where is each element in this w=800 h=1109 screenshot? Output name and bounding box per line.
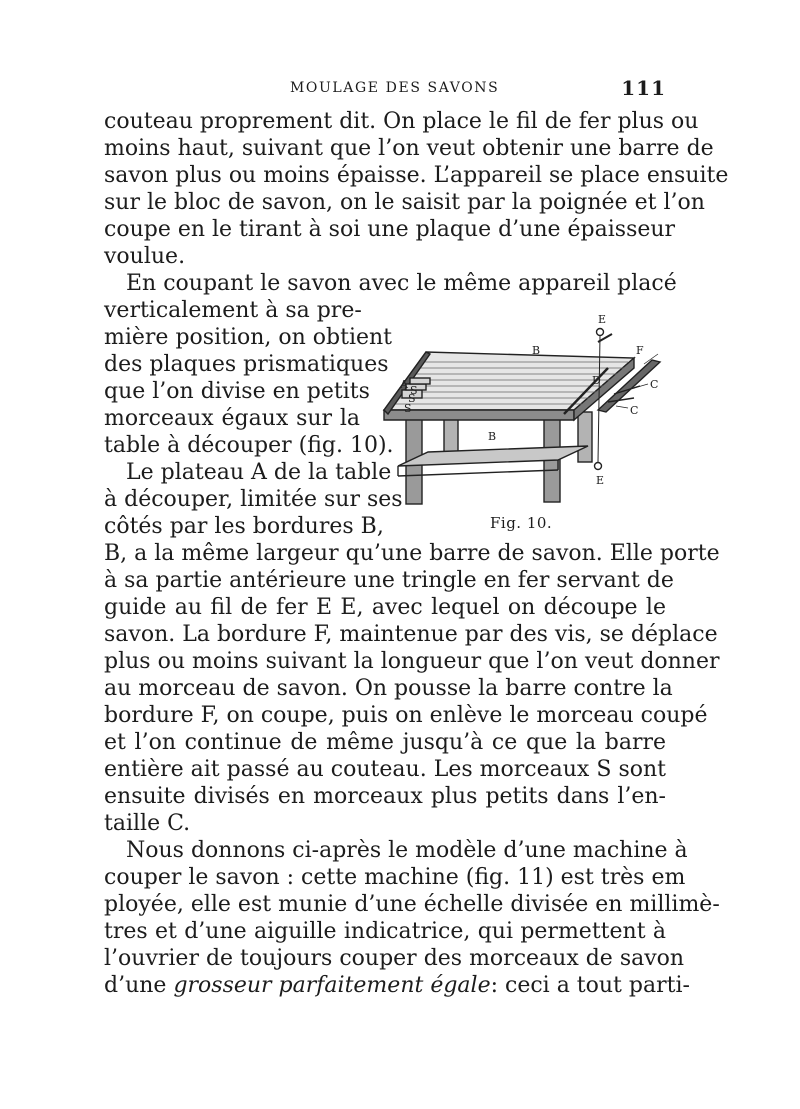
figure-10 [372, 314, 668, 544]
table-engraving [372, 314, 668, 544]
text-line: couteau proprement dit. On place le fil de fer plus ou [104, 109, 699, 134]
text-line: coupe en le tirant à soi une plaque d’une épaisseur [104, 217, 676, 242]
text-line: à sa partie antérieure une tringle en fer servant de [104, 568, 674, 593]
text-line: Le plateau A de la table [126, 460, 392, 485]
text-line: En coupant le savon avec le même appareil placé [126, 271, 677, 296]
italic-phrase: grosseur parfaitement égale [173, 973, 491, 998]
label-s1: S [410, 384, 418, 397]
running-title: MOULAGE DES SAVONS [290, 80, 500, 96]
text-line: mière position, on obtient [104, 325, 393, 350]
label-d: D [592, 374, 601, 387]
text-line: morceaux égaux sur la [104, 406, 360, 431]
text-line: l’ouvrier de toujours couper des morceaux de savon [104, 946, 685, 971]
label-b-front: B [488, 430, 497, 443]
text-line: moins haut, suivant que l’on veut obtenir une barre de [104, 136, 714, 161]
text-line: entière ait passé au couteau. Les morceaux S sont [104, 757, 666, 782]
text-line: verticalement à sa pre- [104, 298, 362, 323]
text-line: voulue. [104, 244, 186, 269]
text-line: savon. La bordure F, maintenue par des vis, se déplace [104, 622, 718, 647]
text-line: à découper, limitée sur ses [104, 487, 403, 512]
text-line: table à découper (fig. 10). [104, 433, 394, 458]
page-header [104, 78, 666, 100]
label-f: F [636, 344, 644, 357]
table-leg [578, 412, 592, 462]
text-line: et l’on continue de même jusqu’à ce que la barre [104, 730, 666, 755]
page-number: 111 [621, 76, 666, 100]
text-line: plus ou moins suivant la longueur que l’on veut donner [104, 649, 720, 674]
label-s3: S [404, 402, 412, 415]
label-a: A [400, 378, 408, 391]
figure-caption: Fig. 10. [490, 514, 553, 532]
text-line-final [104, 972, 690, 999]
text-fragment: : ceci a tout parti- [490, 973, 690, 998]
text-line: bordure F, on coupe, puis on enlève le morceau coupé [104, 703, 708, 728]
label-c2: C [630, 404, 639, 417]
text-line: couper le savon : cette machine (fig. 11) est très em [104, 865, 686, 890]
text-line: sur le bloc de savon, on le saisit par la poignée et l’on [104, 190, 705, 215]
text-line: que l’on divise en petits [104, 379, 370, 404]
text-line: des plaques prismatiques [104, 352, 389, 377]
text-line: Nous donnons ci-après le modèle d’une machine à [126, 838, 688, 863]
text-line: B, a la même largeur qu’une barre de savon. Elle porte [104, 541, 720, 566]
text-line: ensuite divisés en morceaux plus petits dans l’en- [104, 784, 666, 809]
text-line: guide au fil de fer E E, avec lequel on découpe le [104, 595, 666, 620]
text-line: côtés par les bordures B, [104, 514, 384, 539]
label-b-top: B [532, 344, 541, 357]
label-e-bottom: E [596, 474, 605, 487]
table-top-edge [384, 410, 574, 420]
text-line: ployée, elle est munie d’une échelle divisée en millimè- [104, 892, 720, 917]
text-line: savon plus ou moins épaisse. L’appareil se place ensuite [104, 163, 729, 188]
text-line: taille C. [104, 811, 191, 836]
text-fragment: d’une [104, 973, 174, 998]
label-e-top: E [598, 314, 607, 326]
label-s2: S [408, 392, 416, 405]
text-line: au morceau de savon. On pousse la barre contre la [104, 676, 673, 701]
text-line: tres et d’une aiguille indicatrice, qui permettent à [104, 919, 666, 944]
label-c1: C [650, 378, 659, 391]
